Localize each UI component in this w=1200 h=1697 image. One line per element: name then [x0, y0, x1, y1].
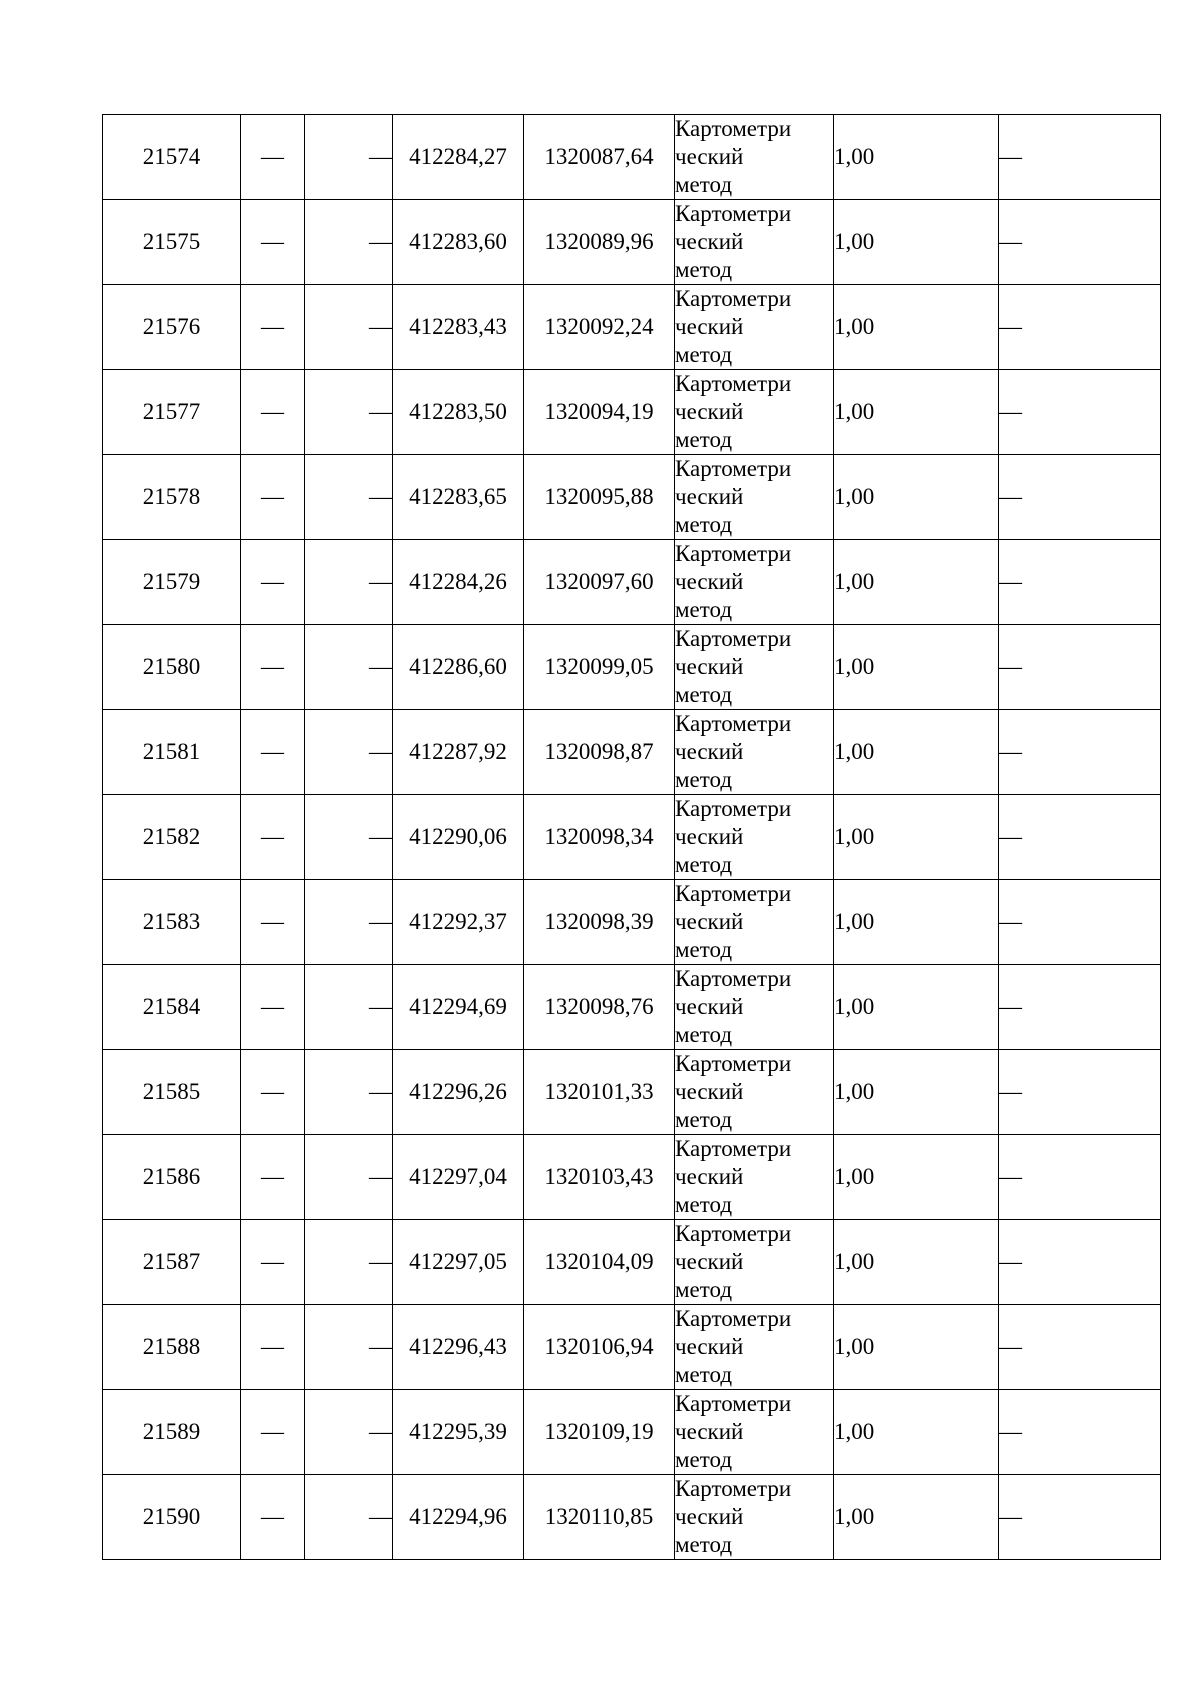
old-y-cell: —	[305, 795, 393, 880]
method-line: метод	[675, 1362, 733, 1387]
note-cell: —	[999, 285, 1161, 370]
y-coordinate-cell: 1320098,76	[524, 965, 675, 1050]
note-cell: —	[999, 625, 1161, 710]
table-row	[103, 200, 1161, 285]
old-y-cell: —	[305, 625, 393, 710]
error-cell: 1,00	[834, 1135, 999, 1220]
point-number-cell: 21578	[103, 455, 241, 540]
method-cell	[675, 1135, 834, 1220]
x-coordinate-cell: 412296,26	[393, 1050, 524, 1135]
old-y-cell: —	[305, 285, 393, 370]
method-cell	[675, 625, 834, 710]
note-cell: —	[999, 1390, 1161, 1475]
old-x-cell: —	[241, 795, 305, 880]
table-row	[103, 625, 1161, 710]
old-x-cell: —	[241, 455, 305, 540]
method-line: метод	[675, 1192, 733, 1217]
y-coordinate-cell: 1320098,39	[524, 880, 675, 965]
method-line: ческий	[675, 654, 744, 679]
error-cell: 1,00	[834, 625, 999, 710]
method-line: метод	[675, 597, 733, 622]
x-coordinate-cell: 412283,60	[393, 200, 524, 285]
error-cell: 1,00	[834, 455, 999, 540]
old-y-cell: —	[305, 1135, 393, 1220]
error-cell: 1,00	[834, 1050, 999, 1135]
note-cell: —	[999, 1305, 1161, 1390]
point-number-cell: 21576	[103, 285, 241, 370]
note-cell: —	[999, 1475, 1161, 1560]
old-y-cell: —	[305, 1305, 393, 1390]
table-row	[103, 370, 1161, 455]
method-line: Картометри	[675, 1306, 792, 1331]
table-row	[103, 795, 1161, 880]
method-line: ческий	[675, 569, 744, 594]
old-y-cell: —	[305, 115, 393, 200]
table-row	[103, 1135, 1161, 1220]
point-number-cell: 21582	[103, 795, 241, 880]
method-line: Картометри	[675, 966, 792, 991]
method-line: метод	[675, 172, 733, 197]
method-line: ческий	[675, 824, 744, 849]
old-x-cell: —	[241, 625, 305, 710]
old-y-cell: —	[305, 200, 393, 285]
x-coordinate-cell: 412283,43	[393, 285, 524, 370]
point-number-cell: 21586	[103, 1135, 241, 1220]
point-number-cell: 21589	[103, 1390, 241, 1475]
error-cell: 1,00	[834, 200, 999, 285]
method-cell	[675, 1220, 834, 1305]
point-number-cell: 21585	[103, 1050, 241, 1135]
x-coordinate-cell: 412297,04	[393, 1135, 524, 1220]
old-y-cell: —	[305, 880, 393, 965]
method-cell	[675, 1305, 834, 1390]
old-x-cell: —	[241, 1475, 305, 1560]
method-line: метод	[675, 1107, 733, 1132]
note-cell: —	[999, 1220, 1161, 1305]
method-line: Картометри	[675, 796, 792, 821]
old-y-cell: —	[305, 1475, 393, 1560]
old-x-cell: —	[241, 540, 305, 625]
y-coordinate-cell: 1320106,94	[524, 1305, 675, 1390]
method-cell	[675, 285, 834, 370]
note-cell: —	[999, 880, 1161, 965]
method-line: ческий	[675, 314, 744, 339]
method-line: Картометри	[675, 201, 792, 226]
method-line: метод	[675, 1447, 733, 1472]
x-coordinate-cell: 412284,26	[393, 540, 524, 625]
method-line: ческий	[675, 1079, 744, 1104]
point-number-cell: 21580	[103, 625, 241, 710]
method-cell	[675, 880, 834, 965]
table-row	[103, 1050, 1161, 1135]
x-coordinate-cell: 412292,37	[393, 880, 524, 965]
x-coordinate-cell: 412283,65	[393, 455, 524, 540]
table-row	[103, 1390, 1161, 1475]
y-coordinate-cell: 1320094,19	[524, 370, 675, 455]
x-coordinate-cell: 412296,43	[393, 1305, 524, 1390]
note-cell: —	[999, 200, 1161, 285]
method-line: ческий	[675, 1164, 744, 1189]
method-line: Картометри	[675, 881, 792, 906]
table-row	[103, 455, 1161, 540]
method-line: Картометри	[675, 1051, 792, 1076]
method-line: метод	[675, 427, 733, 452]
point-number-cell: 21584	[103, 965, 241, 1050]
method-cell	[675, 455, 834, 540]
y-coordinate-cell: 1320098,87	[524, 710, 675, 795]
y-coordinate-cell: 1320109,19	[524, 1390, 675, 1475]
x-coordinate-cell: 412284,27	[393, 115, 524, 200]
error-cell: 1,00	[834, 710, 999, 795]
method-line: метод	[675, 682, 733, 707]
note-cell: —	[999, 455, 1161, 540]
table-row	[103, 1475, 1161, 1560]
method-line: Картометри	[675, 1476, 792, 1501]
method-line: Картометри	[675, 1136, 792, 1161]
y-coordinate-cell: 1320087,64	[524, 115, 675, 200]
error-cell: 1,00	[834, 880, 999, 965]
method-cell	[675, 370, 834, 455]
note-cell: —	[999, 370, 1161, 455]
old-y-cell: —	[305, 965, 393, 1050]
point-number-cell: 21579	[103, 540, 241, 625]
method-line: ческий	[675, 1334, 744, 1359]
point-number-cell: 21587	[103, 1220, 241, 1305]
method-line: Картометри	[675, 371, 792, 396]
method-line: метод	[675, 852, 733, 877]
method-line: Картометри	[675, 626, 792, 651]
y-coordinate-cell: 1320089,96	[524, 200, 675, 285]
old-y-cell: —	[305, 540, 393, 625]
method-line: метод	[675, 512, 733, 537]
note-cell: —	[999, 1135, 1161, 1220]
method-line: ческий	[675, 739, 744, 764]
point-number-cell: 21577	[103, 370, 241, 455]
old-y-cell: —	[305, 710, 393, 795]
point-number-cell: 21588	[103, 1305, 241, 1390]
method-cell	[675, 115, 834, 200]
method-line: ческий	[675, 144, 744, 169]
old-y-cell: —	[305, 1220, 393, 1305]
old-x-cell: —	[241, 965, 305, 1050]
method-line: ческий	[675, 1249, 744, 1274]
note-cell: —	[999, 115, 1161, 200]
note-cell: —	[999, 540, 1161, 625]
method-line: ческий	[675, 994, 744, 1019]
old-x-cell: —	[241, 1305, 305, 1390]
note-cell: —	[999, 965, 1161, 1050]
y-coordinate-cell: 1320103,43	[524, 1135, 675, 1220]
old-x-cell: —	[241, 1390, 305, 1475]
error-cell: 1,00	[834, 370, 999, 455]
method-cell	[675, 1050, 834, 1135]
error-cell: 1,00	[834, 1475, 999, 1560]
note-cell: —	[999, 1050, 1161, 1135]
method-cell	[675, 965, 834, 1050]
table-row	[103, 540, 1161, 625]
method-cell	[675, 1390, 834, 1475]
method-cell	[675, 540, 834, 625]
method-line: метод	[675, 767, 733, 792]
method-line: Картометри	[675, 456, 792, 481]
old-y-cell: —	[305, 370, 393, 455]
error-cell: 1,00	[834, 795, 999, 880]
method-cell	[675, 1475, 834, 1560]
method-line: ческий	[675, 399, 744, 424]
old-y-cell: —	[305, 1390, 393, 1475]
table-row	[103, 285, 1161, 370]
y-coordinate-cell: 1320110,85	[524, 1475, 675, 1560]
old-x-cell: —	[241, 880, 305, 965]
old-x-cell: —	[241, 710, 305, 795]
table-row	[103, 965, 1161, 1050]
method-line: ческий	[675, 229, 744, 254]
error-cell: 1,00	[834, 1305, 999, 1390]
x-coordinate-cell: 412294,69	[393, 965, 524, 1050]
error-cell: 1,00	[834, 540, 999, 625]
y-coordinate-cell: 1320092,24	[524, 285, 675, 370]
y-coordinate-cell: 1320104,09	[524, 1220, 675, 1305]
error-cell: 1,00	[834, 115, 999, 200]
method-line: Картометри	[675, 116, 792, 141]
method-line: метод	[675, 1022, 733, 1047]
old-x-cell: —	[241, 1220, 305, 1305]
table-row	[103, 1305, 1161, 1390]
y-coordinate-cell: 1320095,88	[524, 455, 675, 540]
method-cell	[675, 710, 834, 795]
method-line: Картометри	[675, 1221, 792, 1246]
y-coordinate-cell: 1320099,05	[524, 625, 675, 710]
old-x-cell: —	[241, 285, 305, 370]
y-coordinate-cell: 1320098,34	[524, 795, 675, 880]
table-body	[103, 115, 1161, 1560]
method-line: метод	[675, 937, 733, 962]
y-coordinate-cell: 1320097,60	[524, 540, 675, 625]
old-x-cell: —	[241, 370, 305, 455]
note-cell: —	[999, 710, 1161, 795]
old-x-cell: —	[241, 1050, 305, 1135]
method-cell	[675, 200, 834, 285]
method-line: ческий	[675, 1504, 744, 1529]
error-cell: 1,00	[834, 285, 999, 370]
x-coordinate-cell: 412294,96	[393, 1475, 524, 1560]
x-coordinate-cell: 412286,60	[393, 625, 524, 710]
method-line: метод	[675, 1277, 733, 1302]
method-line: ческий	[675, 484, 744, 509]
x-coordinate-cell: 412290,06	[393, 795, 524, 880]
table-row	[103, 115, 1161, 200]
old-x-cell: —	[241, 200, 305, 285]
method-line: метод	[675, 1532, 733, 1557]
old-x-cell: —	[241, 115, 305, 200]
point-number-cell: 21581	[103, 710, 241, 795]
x-coordinate-cell: 412295,39	[393, 1390, 524, 1475]
x-coordinate-cell: 412287,92	[393, 710, 524, 795]
point-number-cell: 21583	[103, 880, 241, 965]
table-row	[103, 710, 1161, 795]
coordinates-table	[102, 114, 1161, 1560]
method-line: метод	[675, 257, 733, 282]
point-number-cell: 21575	[103, 200, 241, 285]
method-cell	[675, 795, 834, 880]
old-y-cell: —	[305, 1050, 393, 1135]
error-cell: 1,00	[834, 1390, 999, 1475]
method-line: Картометри	[675, 286, 792, 311]
method-line: метод	[675, 342, 733, 367]
x-coordinate-cell: 412297,05	[393, 1220, 524, 1305]
y-coordinate-cell: 1320101,33	[524, 1050, 675, 1135]
method-line: ческий	[675, 1419, 744, 1444]
x-coordinate-cell: 412283,50	[393, 370, 524, 455]
method-line: ческий	[675, 909, 744, 934]
old-y-cell: —	[305, 455, 393, 540]
point-number-cell: 21574	[103, 115, 241, 200]
method-line: Картометри	[675, 541, 792, 566]
point-number-cell: 21590	[103, 1475, 241, 1560]
error-cell: 1,00	[834, 965, 999, 1050]
error-cell: 1,00	[834, 1220, 999, 1305]
method-line: Картометри	[675, 711, 792, 736]
note-cell: —	[999, 795, 1161, 880]
old-x-cell: —	[241, 1135, 305, 1220]
table-row	[103, 880, 1161, 965]
table-row	[103, 1220, 1161, 1305]
method-line: Картометри	[675, 1391, 792, 1416]
